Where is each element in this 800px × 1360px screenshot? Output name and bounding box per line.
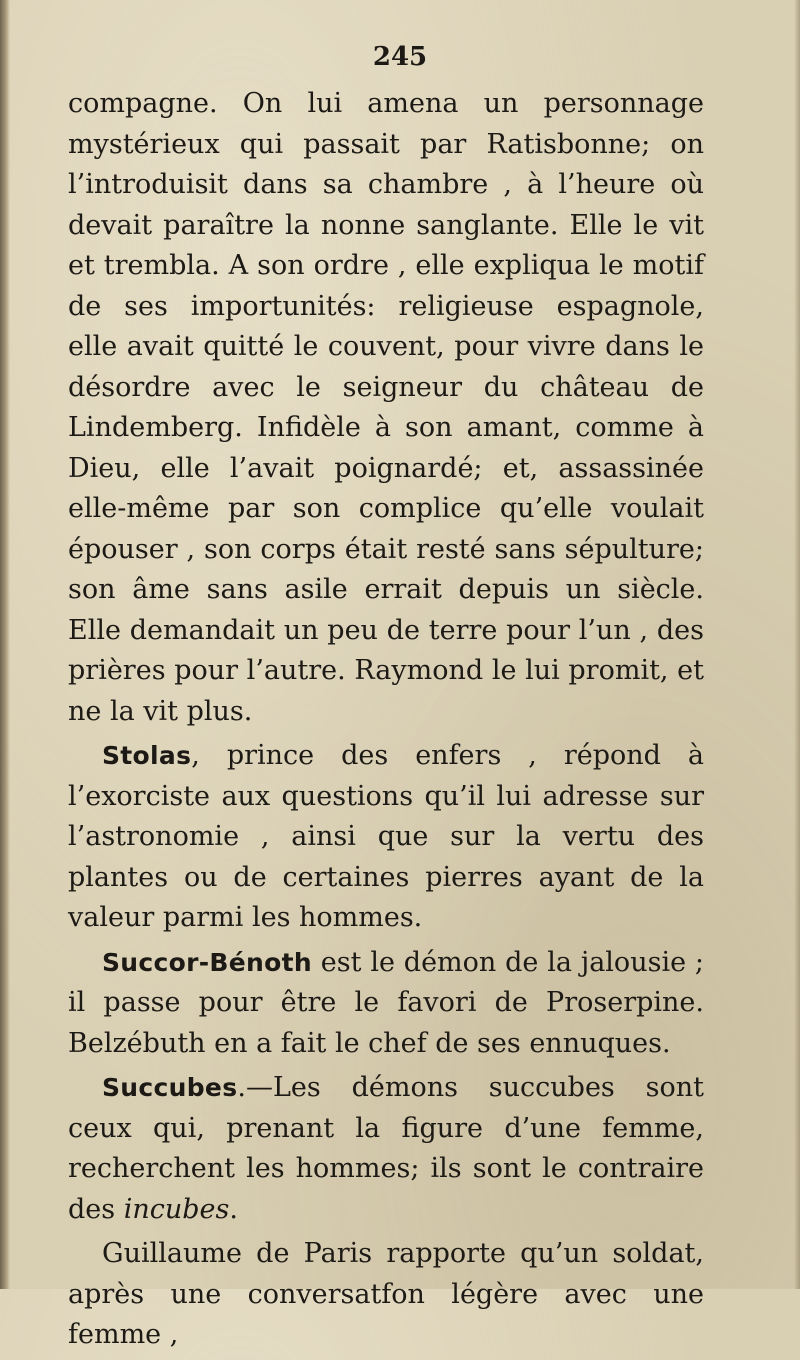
entry-stolas-text: , prince des enfers , répond à l’exorciste aux questions qu’il lui adresse sur l’astronomie , ainsi que sur la vertu des plantes ou de certaines pierres ayant de la valeur parmi les hommes. (68, 740, 704, 933)
headword-succor-benoth: Succor-Bénoth (102, 947, 312, 977)
entry-stolas (68, 736, 704, 939)
entry-succubes (68, 1068, 704, 1230)
paragraph-guillaume-de-paris: Guillaume de Paris rapporte qu’un soldat, après une conversatfon légère avec une femme , (68, 1238, 704, 1350)
italic-incubes: incubes (123, 1193, 230, 1225)
entry-succubes-text: .—Les démons succubes sont ceux qui, prenant la figure d’une femme, recherchent les hommes; ils sont le contraire des (68, 1072, 704, 1225)
entry-succubes-tail: . (229, 1193, 238, 1225)
headword-succubes: Succubes (102, 1073, 238, 1102)
page-number: 245 (372, 42, 428, 72)
entry-succor-benoth (68, 943, 704, 1065)
page-binding-edge (0, 0, 10, 1289)
page-outer-edge (794, 0, 800, 1289)
paragraph-nonne-sanglante: compagne. On lui amena un personnage mystérieux qui passait par Ratisbonne; on l’introduisit dans sa chambre , à l’heure où devait paraître la nonne sanglante. Elle le vit et trembla. A son ordre , elle expliqua le motif de ses importunités: religieuse espagnole, elle avait quitté le couvent, pour vivre dans le désordre avec le seigneur du château de Lindemberg. Infidèle à son amant, comme à Dieu, elle l’avait poignardé; et, assassinée elle-même par son complice qu’elle voulait épouser , son corps était resté sans sépulture; son âme sans asile errait depuis un siècle. Elle demandait un peu de terre pour l’un , des prières pour l’autre. Raymond le lui promit, et ne la vit plus. (68, 88, 704, 727)
entry-succor-benoth-text: est le démon de la jalousie ; il passe pour être le favori de Proserpine. Belzébuth en a fait le chef de ses ennuques. (68, 946, 704, 1059)
text-block (68, 84, 704, 1360)
headword-stolas: Stolas (102, 741, 192, 770)
